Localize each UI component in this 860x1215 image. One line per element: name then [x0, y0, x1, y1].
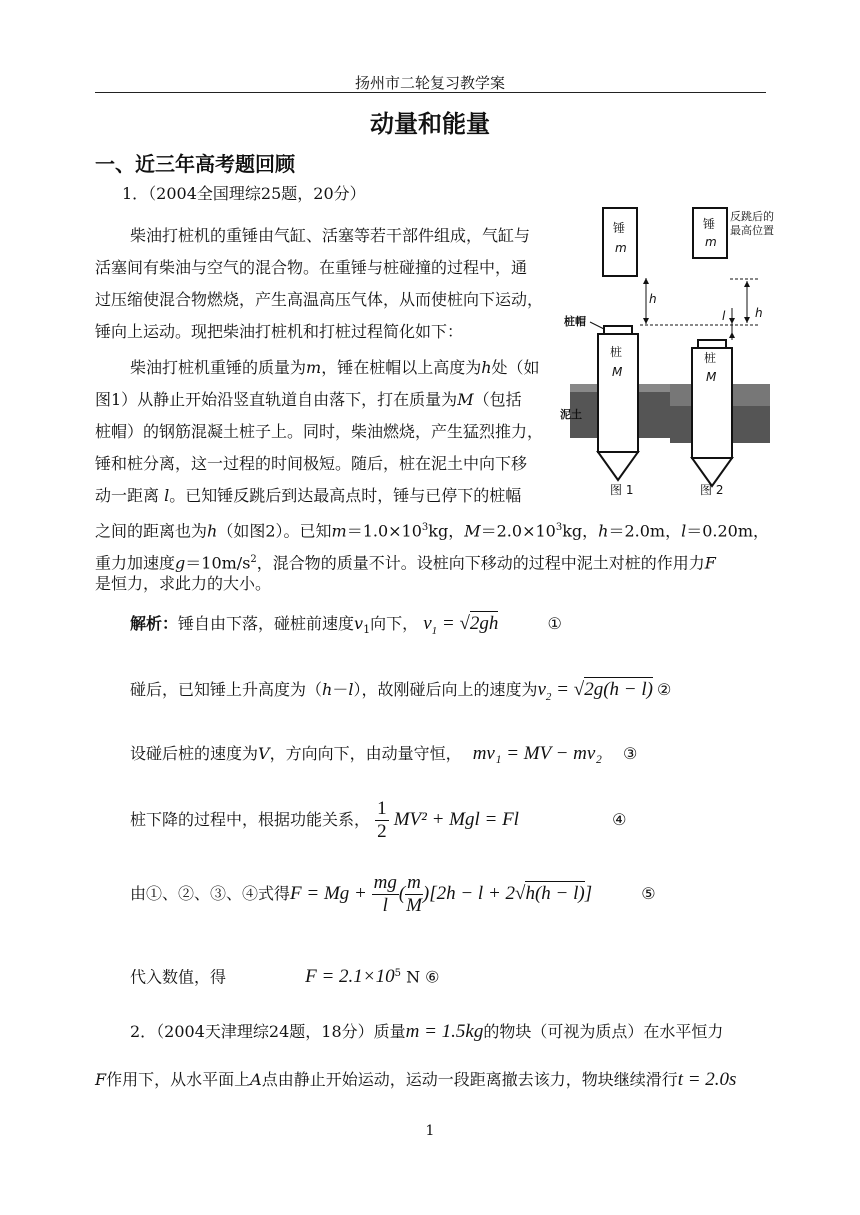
- hammer-2-mass: m: [705, 235, 717, 249]
- figure-h-1: h: [649, 292, 657, 306]
- pile-1-label: 桩: [610, 345, 623, 359]
- problem1-p2-line-6: 之间的距离也为h（如图2）。已知$m=1.0\times 10^3kg$，$M=2.0\times 10^3kg$，h＝2.0m，l＝0.20m，: [95, 521, 770, 541]
- problem1-line-2: 活塞间有柴油与空气的混合物。在重锤与桩碰撞的过程中，通: [95, 258, 528, 277]
- problem1-line-1: 柴油打桩机的重锤由气缸、活塞等若干部件组成，气缸与: [130, 226, 531, 245]
- document-title: 动量和能量: [370, 110, 490, 138]
- hammer-2: [693, 208, 727, 258]
- header-divider: [95, 92, 766, 93]
- problem2-line-2: F作用下，从水平面上A点由静止开始运动，运动一段距离撤去该力，物块继续滑行t = 2.0s: [95, 1069, 737, 1090]
- problem1-p2-line-2: 图1）从静止开始沿竖直轨道自由落下，打在质量为M（包括: [95, 390, 522, 409]
- problem1-p2-line-8: 是恒力，求此力的大小。: [95, 574, 272, 593]
- running-header: 扬州市二轮复习教学案: [354, 74, 505, 92]
- hammer-1-label: 锤: [613, 221, 626, 235]
- problem1-p2-line-7: 重力加速度$g=10m/s^2$，混合物的质量不计。设桩向下移动的过程中泥土对桩的作用力F: [95, 553, 716, 573]
- figure-l: l: [722, 309, 726, 323]
- solution-step-1: 解析：锤自由下落，碰桩前速度$v_1$向下， $v_1 = √2gh$ ①: [130, 613, 562, 637]
- solution-step-5: 由①、②、③、④式得F = Mg + $\frac{mg}{l}$ ( $\frac{m}{M}$ )[2h − l + 2√h(h − l)] ⑤: [130, 872, 656, 916]
- solution-step-4: 桩下降的过程中，根据功能关系， $\frac{1}{2}$ MV² + Mgl = Fl ④: [130, 798, 627, 842]
- problem1-heading: 1．（2004全国理综25题，20分）: [122, 184, 366, 203]
- pile-driver-figure: [560, 198, 775, 503]
- hammer-1-mass: m: [615, 241, 627, 255]
- figure-2-caption: 图 2: [700, 483, 724, 497]
- problem1-p2-line-3: 桩帽）的钢筋混凝土桩子上。同时，柴油燃烧，产生猛烈推力，: [95, 422, 544, 441]
- rebound-label-1: 反跳后的: [730, 210, 774, 223]
- pile-2-label: 桩: [704, 351, 717, 365]
- rebound-label-2: 最高位置: [730, 224, 774, 237]
- pile-2-mass: M: [706, 370, 717, 384]
- soil-label: 泥土: [560, 408, 582, 421]
- section-heading: 一、近三年高考题回顾: [95, 152, 295, 176]
- page-number: 1: [425, 1123, 435, 1139]
- solution-step-3: 设碰后桩的速度为V，方向向下，由动量守恒， mv₁ = MV − mv₂ ③: [130, 743, 638, 764]
- pile-cap-label: 桩帽: [564, 315, 586, 328]
- figure-1-caption: 图 1: [610, 483, 634, 497]
- problem1-p2-line-5: 动一距离 l。已知锤反跳后到达最高点时，锤与已停下的桩幅: [95, 486, 522, 505]
- problem1-line-3: 过压缩使混合物燃烧，产生高温高压气体，从而使桩向下运动，: [95, 290, 544, 309]
- problem1-line-4: 锤向上运动。现把柴油打桩机和打桩过程简化如下：: [95, 322, 464, 341]
- pile-1-mass: M: [612, 365, 623, 379]
- problem1-p2-line-1: 柴油打桩机重锤的质量为m，锤在桩帽以上高度为h处（如: [130, 358, 540, 377]
- solution-step-2: 碰后，已知锤上升高度为（h－l），故刚碰后向上的速度为$v_2 = √2g(h - l)$ ②: [130, 679, 672, 703]
- solution-step-6: 代入数值，得 $F = 2.1\times 10^5$ N ⑥: [130, 966, 440, 988]
- figure-h-2: h: [755, 306, 763, 320]
- problem1-p2-line-4: 锤和桩分离，这一过程的时间极短。随后，桩在泥土中向下移: [95, 454, 528, 473]
- problem2-line-1: 2．（2004天津理综24题，18分）质量m = 1.5kg的物块（可视为质点）在水平恒力: [130, 1021, 724, 1042]
- hammer-2-label: 锤: [703, 217, 716, 231]
